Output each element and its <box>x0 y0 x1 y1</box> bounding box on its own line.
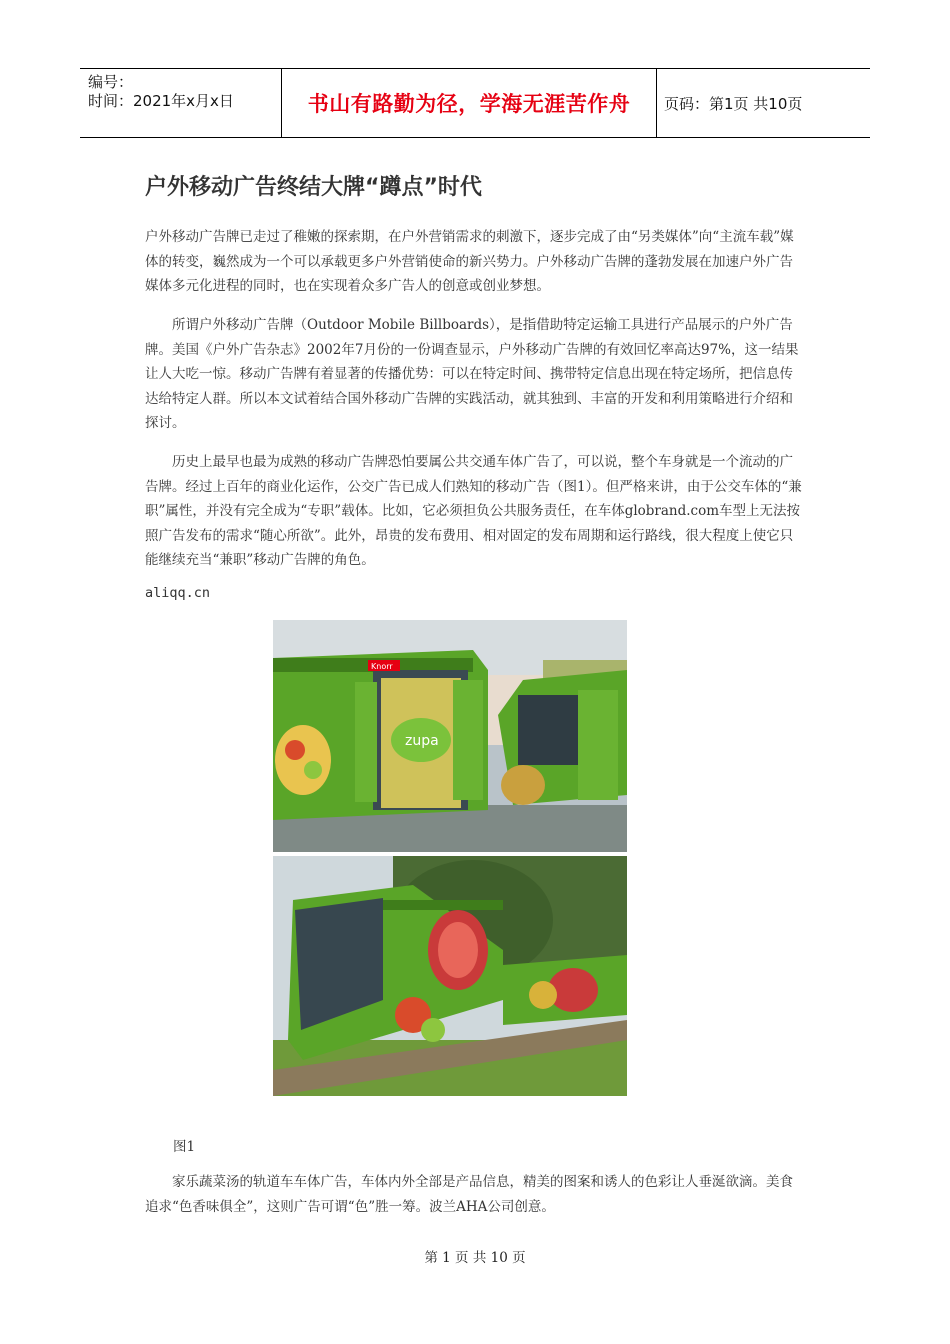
tram-advertisement-photo <box>273 620 627 1096</box>
article-paragraph-1: 户外移动广告牌已走过了稚嫩的探索期，在户外营销需求的刺激下，逐步完成了由“另类媒体”向“主流车载”媒体的转变，巍然成为一个可以承载更多户外营销使命的新兴势力。户外移动广告牌的蓬勃发展在加速户外广告媒体多元化进程的同时，也在实现着众多广告人的创意或创业梦想。 <box>145 229 794 294</box>
article-title: 户外移动广告终结大牌“蹲点”时代 <box>145 175 482 200</box>
knorr-logo-text: Knorr <box>371 662 393 671</box>
article-paragraph-2: 所谓户外移动广告牌（Outdoor Mobile Billboards），是指借助特定运输工具进行产品展示的户外广告牌。美国《户外广告杂志》2002年7月份的一份调查显示，户外移动广告牌的有效回忆率高达97%，这一结果让人大吃一惊。移动广告牌有着显著的传播优势：可以在特定时间、携带特定信息出现在特定场所，把信息传达给特定人群。所以本文试着结合国外移动广告牌的实践活动，就其独到、丰富的开发和利用策略进行介绍和探讨。 <box>145 317 799 431</box>
document-number-label: 编号： <box>88 73 134 91</box>
article-paragraph-3: 历史上最早也最为成熟的移动广告牌恐怕要属公共交通车体广告了，可以说，整个车身就是一个流动的广告牌。经过上百年的商业化运作，公交广告已成人们熟知的移动广告（图1）。但严格来讲，由于公交车体的“兼职”属性，并没有完全成为“专职”载体。比如，它必须担负公共服务责任，在车体globrand.com车型上无法按照广告发布的需求“随心所欲”。此外，昂贵的发布费用、相对固定的发布周期和运行路线，很大程度上使它只能继续充当“兼职”移动广告牌的角色。 <box>145 454 802 568</box>
page-footer: 第 1 页 共 10 页 <box>424 1250 526 1266</box>
header-meta <box>80 69 282 137</box>
door-ad-text: zupa <box>405 733 439 749</box>
source-text: aliqq.cn <box>145 585 211 601</box>
tram-photo-bottom <box>273 856 627 1096</box>
document-time-label: 时间：2021年x月x日 <box>88 92 234 110</box>
page-header <box>80 68 870 138</box>
header-motto: 书山有路勤为径，学海无涯苦作舟 <box>282 69 657 137</box>
caption-paragraph: 家乐蔬菜汤的轨道车车体广告，车体内外全部是产品信息，精美的图案和诱人的色彩让人垂涎欲滴。美食追求“色香味俱全”，这则广告可谓“色”胜一筹。波兰AHA公司创意。 <box>145 1174 793 1215</box>
header-page-info: 页码：第1页 共10页 <box>664 95 803 113</box>
figure-caption: 图1 <box>173 1139 196 1155</box>
tram-photo-top <box>273 620 627 852</box>
